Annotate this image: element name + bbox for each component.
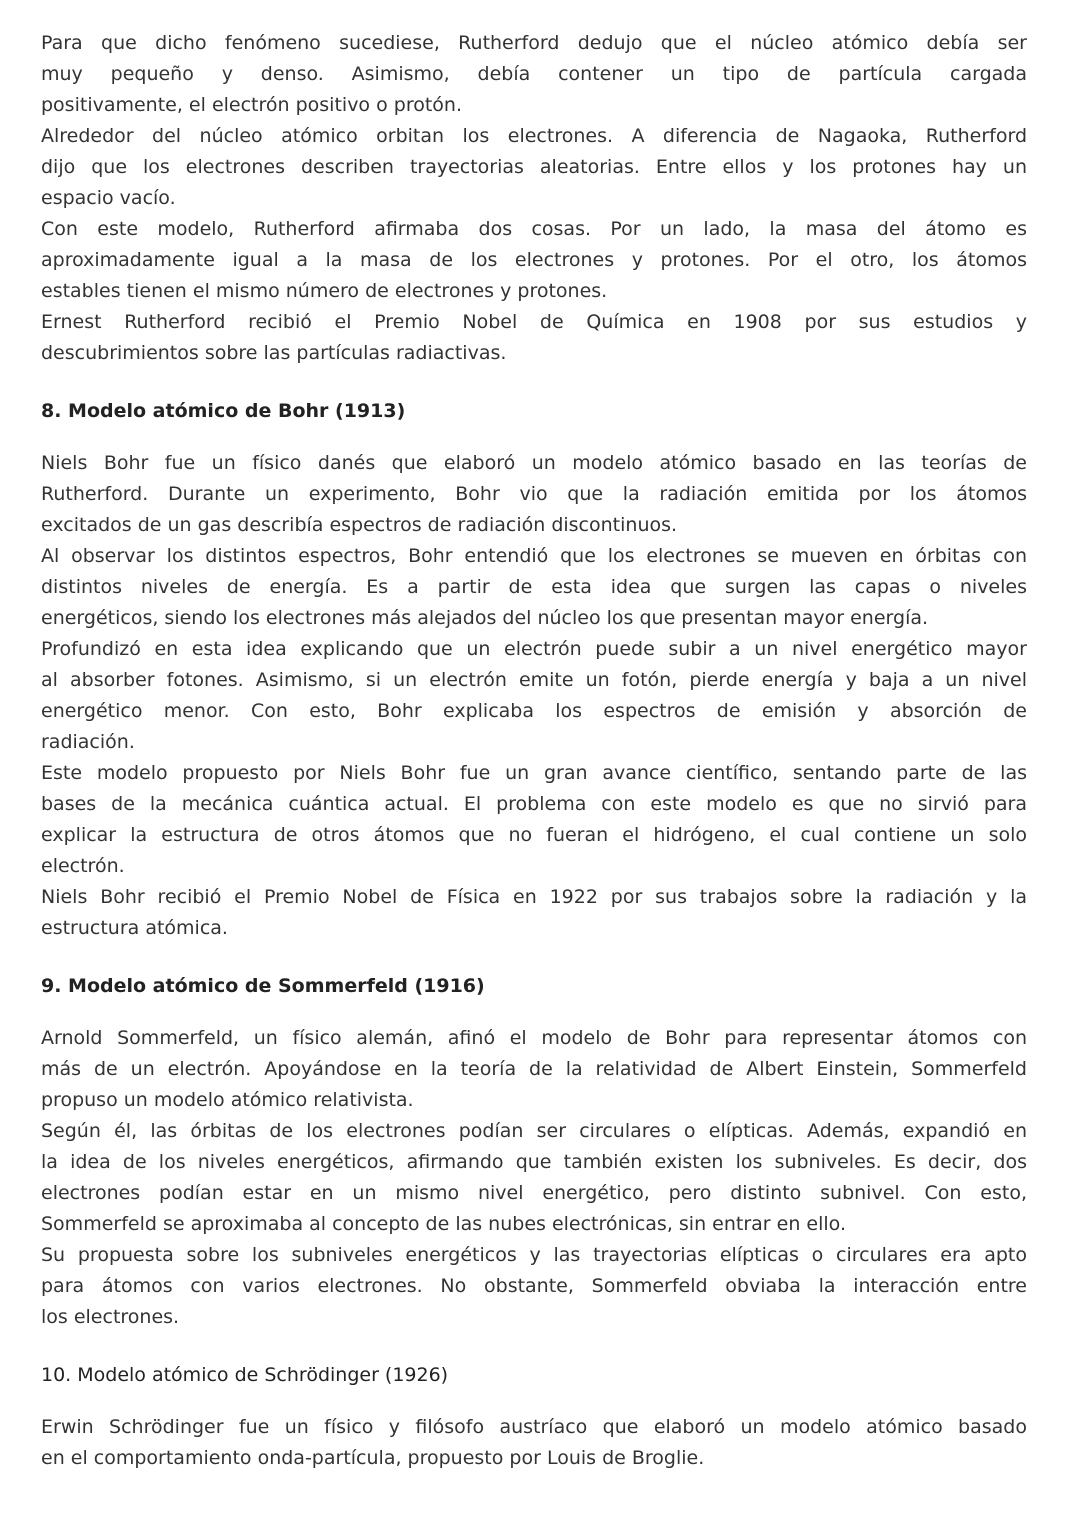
text-line: Su propuesta sobre los subniveles energéticos y las trayectorias elípticas o circulares era apto	[41, 1244, 1027, 1266]
text-line: para átomos con varios electrones. No obstante, Sommerfeld obviaba la interacción entre	[41, 1275, 1027, 1297]
section-heading: 9. Modelo atómico de Sommerfeld (1916)	[41, 975, 485, 997]
paragraph	[41, 541, 1027, 634]
text-line: Este modelo propuesto por Niels Bohr fue un gran avance científico, sentando parte de las	[41, 762, 1027, 784]
text-line: aproximadamente igual a la masa de los electrones y protones. Por el otro, los átomos	[41, 249, 1027, 271]
text-line: Rutherford. Durante un experimento, Bohr vio que la radiación emitida por los átomos	[41, 483, 1027, 505]
paragraph	[41, 634, 1027, 758]
text-line: muy pequeño y denso. Asimismo, debía contener un tipo de partícula cargada	[41, 63, 1027, 85]
paragraph	[41, 1240, 1027, 1333]
text-line: energéticos, siendo los electrones más alejados del núcleo los que presentan mayor energía.	[41, 607, 929, 629]
text-line: distintos niveles de energía. Es a partir de esta idea que surgen las capas o niveles	[41, 576, 1027, 598]
text-line: Para que dicho fenómeno sucediese, Rutherford dedujo que el núcleo atómico debía ser	[41, 32, 1027, 54]
text-line: en el comportamiento onda-partícula, propuesto por Louis de Broglie.	[41, 1447, 705, 1469]
paragraph	[41, 1023, 1027, 1116]
text-line: más de un electrón. Apoyándose en la teoría de la relatividad de Albert Einstein, Sommerfeld	[41, 1058, 1027, 1080]
paragraph	[41, 307, 1027, 369]
paragraph	[41, 1412, 1027, 1474]
text-line: dijo que los electrones describen trayectorias aleatorias. Entre ellos y los protones hay un	[41, 156, 1027, 178]
text-line: Niels Bohr fue un físico danés que elaboró un modelo atómico basado en las teorías de	[41, 452, 1027, 474]
text-line: excitados de un gas describía espectros de radiación discontinuos.	[41, 514, 678, 536]
text-line: electrón.	[41, 855, 125, 877]
text-line: Arnold Sommerfeld, un físico alemán, afinó el modelo de Bohr para representar átomos con	[41, 1027, 1027, 1049]
text-line: Sommerfeld se aproximaba al concepto de las nubes electrónicas, sin entrar en ello.	[41, 1213, 847, 1235]
text-line: Alrededor del núcleo atómico orbitan los electrones. A diferencia de Nagaoka, Rutherford	[41, 125, 1027, 147]
text-line: estables tienen el mismo número de electrones y protones.	[41, 280, 608, 302]
section-heading: 10. Modelo atómico de Schrödinger (1926)	[41, 1364, 449, 1386]
text-line: Al observar los distintos espectros, Bohr entendió que los electrones se mueven en órbitas con	[41, 545, 1027, 567]
section-heading: 8. Modelo atómico de Bohr (1913)	[41, 400, 406, 422]
text-line: estructura atómica.	[41, 917, 228, 939]
paragraph	[41, 214, 1027, 307]
text-line: la idea de los niveles energéticos, afirmando que también existen los subniveles. Es decir, dos	[41, 1151, 1027, 1173]
text-line: al absorber fotones. Asimismo, si un electrón emite un fotón, pierde energía y baja a un nivel	[41, 669, 1027, 691]
text-line: espacio vacío.	[41, 187, 176, 209]
text-line: bases de la mecánica cuántica actual. El problema con este modelo es que no sirvió para	[41, 793, 1027, 815]
paragraph	[41, 448, 1027, 541]
text-line: Ernest Rutherford recibió el Premio Nobel de Química en 1908 por sus estudios y	[41, 311, 1027, 333]
text-line: energético menor. Con esto, Bohr explicaba los espectros de emisión y absorción de	[41, 700, 1027, 722]
paragraph	[41, 882, 1027, 944]
paragraph	[41, 28, 1027, 121]
paragraph	[41, 121, 1027, 214]
text-line: Según él, las órbitas de los electrones podían ser circulares o elípticas. Además, expandió en	[41, 1120, 1027, 1142]
text-line: los electrones.	[41, 1306, 180, 1328]
text-line: explicar la estructura de otros átomos que no fueran el hidrógeno, el cual contiene un solo	[41, 824, 1027, 846]
paragraph	[41, 758, 1027, 882]
text-line: Profundizó en esta idea explicando que un electrón puede subir a un nivel energético mayor	[41, 638, 1027, 660]
text-line: propuso un modelo atómico relativista.	[41, 1089, 414, 1111]
text-line: positivamente, el electrón positivo o protón.	[41, 94, 462, 116]
text-line: radiación.	[41, 731, 135, 753]
text-line: Niels Bohr recibió el Premio Nobel de Física en 1922 por sus trabajos sobre la radiación y la	[41, 886, 1027, 908]
text-line: descubrimientos sobre las partículas radiactivas.	[41, 342, 507, 364]
text-line: Con este modelo, Rutherford afirmaba dos cosas. Por un lado, la masa del átomo es	[41, 218, 1027, 240]
paragraph	[41, 1116, 1027, 1240]
text-line: electrones podían estar en un mismo nivel energético, pero distinto subnivel. Con esto,	[41, 1182, 1027, 1204]
text-line: Erwin Schrödinger fue un físico y filósofo austríaco que elaboró un modelo atómico basado	[41, 1416, 1027, 1438]
